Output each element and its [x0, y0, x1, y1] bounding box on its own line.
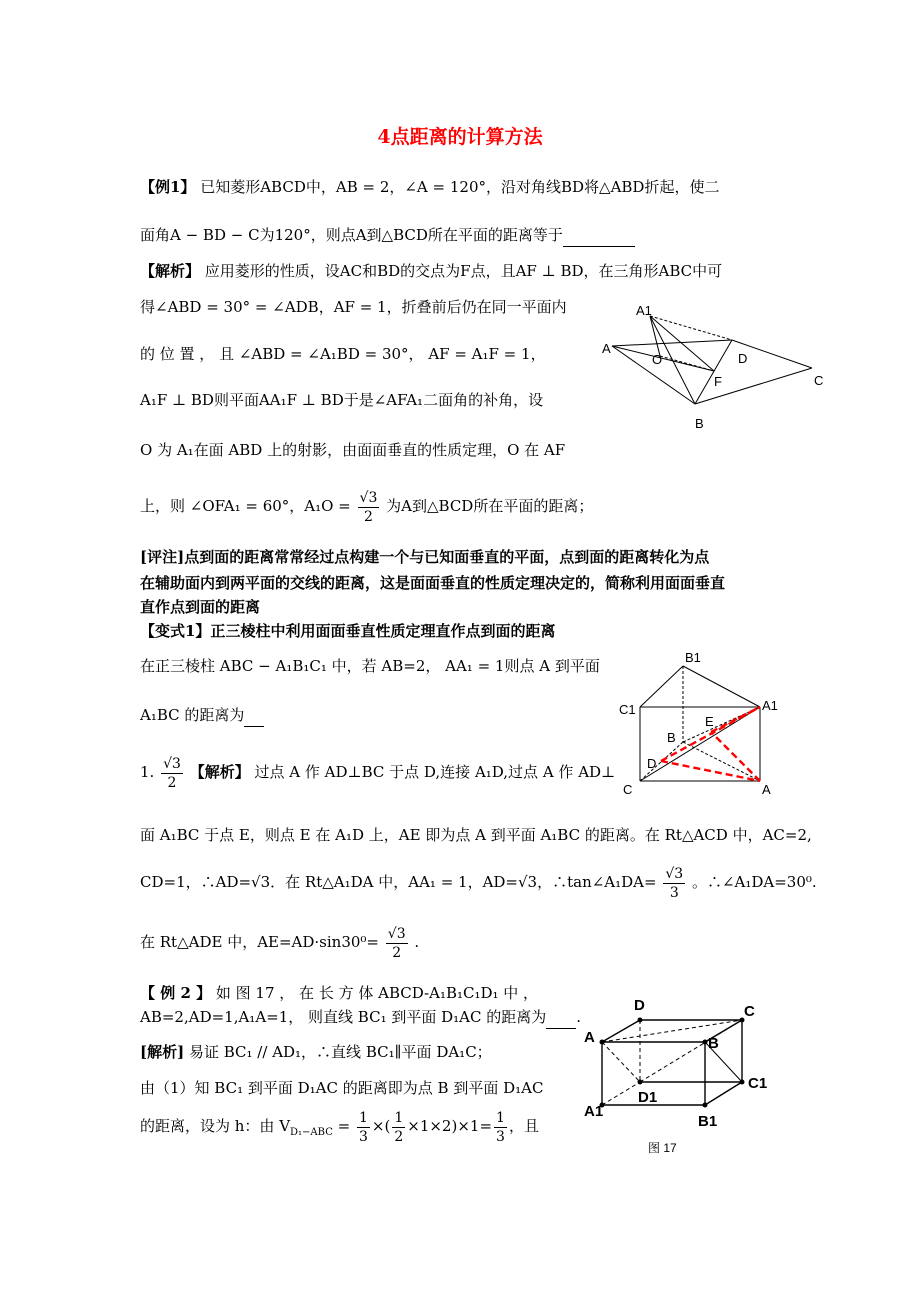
- variant-1-text-2: A₁BC 的距离为: [140, 706, 245, 724]
- variant-solution-line-1: [140, 752, 615, 792]
- fraction-sqrt3-over-2: [358, 489, 380, 526]
- solution-1-line-6: [140, 486, 593, 526]
- vertex-d: [638, 1018, 643, 1023]
- solution-1-line-1: [140, 260, 722, 282]
- fraction-numerator: √3: [387, 925, 406, 942]
- diagonal-d1-c: [640, 1020, 742, 1082]
- figure-folded-rhombus: [600, 296, 840, 440]
- answer-blank: [563, 224, 635, 247]
- example-1-line-2: [140, 224, 635, 247]
- label-a1: A1: [584, 1103, 604, 1120]
- fraction-sqrt3-over-3: [663, 865, 685, 902]
- variant-1-line-2: [140, 704, 264, 727]
- label-c1: C1: [748, 1075, 768, 1092]
- variant-solution-text-4b: .: [414, 933, 420, 951]
- fraction-numerator: √3: [665, 865, 684, 882]
- label-a: A: [602, 341, 611, 356]
- example-2-text-5a: 的距离，设为 h：由 V: [140, 1117, 291, 1135]
- red-segment-d-a: [661, 761, 760, 781]
- variant-solution-line-2: 面 A₁BC 于点 E，则点 E 在 A₁D 上，AE 即为点 A 到平面 A₁BC 的距离。在 Rt△ACD 中，AC=2,: [140, 826, 812, 844]
- fraction-numerator: √3: [359, 489, 378, 506]
- fraction-denominator: 2: [364, 508, 373, 525]
- fraction-denominator: 2: [394, 1128, 404, 1145]
- label-b1: B1: [698, 1113, 718, 1130]
- label-a: A: [584, 1029, 595, 1046]
- label-c: C: [814, 373, 824, 388]
- label-c: C: [623, 782, 633, 797]
- variant-solution-line-4: [140, 922, 419, 962]
- example-2-text-5d: ×1×2)×1=: [407, 1117, 493, 1135]
- solution-1-line-2: 得∠ABD = 30° = ∠ADB，AF = 1，折叠前后仍在同一平面内: [140, 298, 567, 316]
- variant-solution-text-3a: CD=1，∴AD=√3．在 Rt△A₁DA 中，AA₁ = 1，AD=√3，∴tan∠A₁DA=: [140, 873, 657, 891]
- edge-b1-c1: [705, 1082, 742, 1105]
- variant-solution-text-3b: 。∴∠A₁DA=30⁰.: [691, 873, 817, 891]
- solution-1-text-6a: 上，则 ∠OFA₁ = 60°，A₁O =: [140, 497, 351, 515]
- label-a1: A1: [636, 303, 652, 318]
- diagonal-a-c: [602, 1020, 742, 1042]
- vertex-a: [600, 1040, 605, 1045]
- example-2-answer-blank: [546, 1006, 576, 1029]
- variant-solution-text-4a: 在 Rt△ADE 中，AE=AD·sin30⁰=: [140, 933, 380, 951]
- fraction-one-third: [357, 1109, 370, 1146]
- label-b: B: [708, 1035, 719, 1052]
- label-b: B: [667, 730, 676, 745]
- solution-1-text-6b: 为A到△BCD所在平面的距离；: [386, 497, 594, 515]
- label-o: O: [652, 352, 663, 367]
- page-title: 4点距离的计算方法: [377, 126, 543, 148]
- edge-a1-d1: [602, 1082, 640, 1105]
- edge-a1-d: [650, 316, 732, 340]
- fraction-numerator: 1: [496, 1109, 505, 1126]
- comment-line-1: [评注]点到面的距离常常经过点构建一个与已知面垂直的平面，点到面的距离转化为点: [140, 548, 710, 566]
- example-1-text-2: 面角A − BD − C为120°，则点A到△BCD所在平面的距离等于: [140, 226, 563, 244]
- solution-1-line-4: A₁F ⊥ BD则平面AA₁F ⊥ BD于是∠AFA₁二面角的补角，设: [140, 391, 544, 409]
- solution-1-line-5: O 为 A₁在面 ABD 上的射影，由面面垂直的性质定理，O 在 AF: [140, 441, 566, 459]
- fraction-denominator: 2: [167, 774, 177, 791]
- example-2-solution-tag: [解析]: [140, 1043, 185, 1061]
- edge-a1-o: [650, 316, 660, 356]
- vertex-b: [703, 1040, 708, 1045]
- label-c1: C1: [619, 702, 636, 717]
- example-2-text-1: 如 图 17 ， 在 长 方 体 ABCD-A₁B₁C₁D₁ 中 ，: [215, 984, 539, 1002]
- edge-a-d1: [602, 1042, 640, 1082]
- variant-1-line-1: 在正三棱柱 ABC − A₁B₁C₁ 中，若 AB=2， AA₁ = 1则点 A 到平面: [140, 657, 600, 675]
- red-segment-e-a1: [711, 707, 760, 732]
- edge-a-d: [612, 340, 732, 346]
- solution-1-text-1: 应用菱形的性质，设AC和BD的交点为F点，且AF ⊥ BD，在三角形ABC中可: [204, 262, 723, 280]
- variant-answer-blank: [244, 704, 264, 727]
- edge-c1-b1: [640, 666, 683, 707]
- variant-solution-text-1: 过点 A 作 AD⊥BC 于点 D,连接 A₁D,过点 A 作 AD⊥: [254, 763, 616, 781]
- vertex-b1: [703, 1103, 708, 1108]
- fraction-denominator: 3: [669, 884, 679, 901]
- variant-answer-number: 1.: [140, 763, 155, 781]
- fraction-numerator: √3: [163, 755, 181, 772]
- fraction-denominator: 2: [392, 944, 402, 961]
- label-f: F: [714, 374, 722, 389]
- example-2-text-5e: ，且: [508, 1117, 539, 1135]
- label-b: B: [695, 416, 704, 431]
- example-1-tag: 【例1】: [140, 178, 196, 196]
- label-a1: A1: [762, 698, 778, 713]
- example-2-text-5b: =: [337, 1117, 351, 1135]
- label-d: D: [647, 756, 657, 771]
- fraction-numerator: 1: [394, 1109, 404, 1126]
- example-2-tag: 【 例 2 】: [140, 984, 212, 1002]
- label-b1: B1: [685, 650, 701, 665]
- label-d1: D1: [638, 1089, 658, 1106]
- example-2-line-4: 由（1）知 BC₁ 到平面 D₁AC 的距离即为点 B 到平面 D₁AC: [140, 1079, 544, 1097]
- figure-cuboid: [580, 990, 790, 1160]
- vertex-d1: [638, 1080, 643, 1085]
- comment-line-3: 直作点到面的距离: [140, 598, 261, 616]
- fraction-one-half: [392, 1109, 405, 1146]
- figure-triangular-prism: [615, 646, 785, 798]
- label-e: E: [705, 714, 714, 729]
- variant-1-title: 【变式1】正三棱柱中利用面面垂直性质定理直作点到面的距离: [140, 622, 556, 640]
- example-1-text-1: 已知菱形ABCD中，AB = 2，∠A = 120°，沿对角线BD将△ABD折起，使二: [200, 178, 720, 196]
- solution-1-tag: 【解析】: [140, 262, 201, 280]
- label-d: D: [738, 351, 748, 366]
- solution-1-line-3: 的 位 置 ， 且 ∠ABD = ∠A₁BD = 30°， AF = A₁F = 1，: [140, 345, 546, 363]
- comment-line-2: 在辅助面内到两平面的交线的距离，这是面面垂直的性质定理决定的，简称利用面面垂直: [140, 574, 726, 592]
- fraction-denominator: 3: [358, 1128, 368, 1145]
- example-2-line-5: [140, 1106, 539, 1153]
- fraction-denominator: 3: [496, 1128, 505, 1145]
- variant-solution-tag: 【解析】: [189, 763, 250, 781]
- variant-answer-fraction: [161, 755, 183, 792]
- variant-solution-line-3: [140, 862, 817, 902]
- edge-a-d: [602, 1020, 640, 1042]
- vertex-c1: [740, 1080, 745, 1085]
- example-2-text-5c: ×(: [371, 1117, 391, 1135]
- label-d: D: [634, 997, 645, 1014]
- volume-subscript: D₁−ABC: [290, 1127, 333, 1138]
- figure-caption: 图 17: [648, 1141, 677, 1155]
- label-c: C: [744, 1003, 755, 1020]
- example-2-line-1: [140, 982, 538, 1004]
- example-2-line-2: AB=2,AD=1,A₁A=1， 则直线 BC₁ 到平面 D₁AC 的距离为 .: [140, 1006, 581, 1029]
- edge-b1-a1: [683, 666, 760, 707]
- example-2-line-3: [140, 1041, 492, 1063]
- fraction-sqrt3-over-2: [386, 925, 408, 962]
- example-2-text-2: AB=2,AD=1,A₁A=1， 则直线 BC₁ 到平面 D₁AC 的距离为: [140, 1008, 547, 1026]
- example-2-text-3: 易证 BC₁ // AD₁，∴直线 BC₁∥平面 DA₁C；: [188, 1043, 492, 1061]
- fraction-numerator: 1: [358, 1109, 368, 1126]
- example-1-line-1: [140, 176, 719, 198]
- label-a: A: [762, 782, 771, 797]
- fraction-one-third-result: [494, 1109, 507, 1146]
